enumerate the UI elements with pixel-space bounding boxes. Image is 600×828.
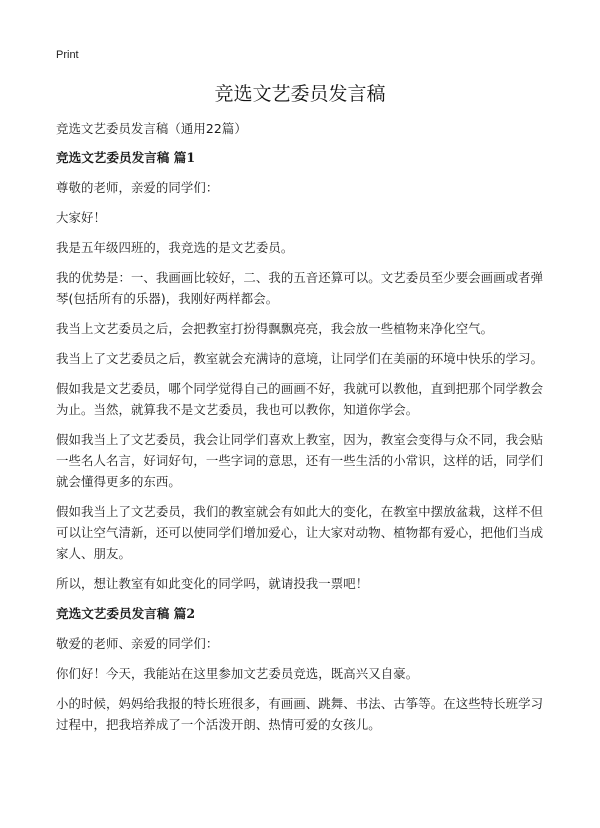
paragraph: 我当上文艺委员之后，会把教室打扮得飘飘亮亮，我会放一些植物来净化空气。 (56, 321, 494, 336)
document-subtitle: 竞选文艺委员发言稿（通用22篇） (56, 121, 247, 136)
paragraph: 尊敬的老师，亲爱的同学们： (56, 180, 219, 195)
page-title: 竞选文艺委员发言稿 (214, 83, 386, 105)
paragraph: 大家好！ (56, 210, 106, 225)
paragraph: 所以，想让教室有如此变化的同学吗，就请投我一票吧！ (56, 576, 369, 591)
paragraph: 小的时候，妈妈给我报的特长班很多，有画画、跳舞、书法、古筝等。在这些特长班学习过程中，把我培养成了一个活泼开朗、热情可爱的女孩儿。 (56, 696, 544, 732)
document-body (56, 118, 552, 744)
paragraph: 你们好！今天，我能站在这里参加文艺委员竞选，既高兴又自豪。 (56, 666, 419, 681)
section-heading: 竞选文艺委员发言稿 篇1 (56, 150, 196, 165)
print-link[interactable]: Print (56, 49, 79, 61)
paragraph: 我是五年级四班的，我竞选的是文艺委员。 (56, 240, 294, 255)
paragraph: 假如我当上了文艺委员，我们的教室就会有如此大的变化，在教室中摆放盆栽，这样不但可以让空气清新，还可以使同学们增加爱心，让大家对动物、植物都有爱心，把他们当成家人、朋友。 (56, 504, 544, 561)
paragraph: 敬爱的老师、亲爱的同学们： (56, 636, 219, 651)
section-heading: 竞选文艺委员发言稿 篇2 (56, 606, 196, 621)
paragraph: 假如我是文艺委员，哪个同学觉得自己的画画不好，我就可以教他，直到把那个同学教会为止。当然，就算我不是文艺委员，我也可以教你，知道你学会。 (56, 381, 544, 417)
paragraph: 我的优势是：一、我画画比较好，二、我的五音还算可以。文艺委员至少要会画画或者弹琴(包括所有的乐器)，我刚好两样都会。 (56, 270, 544, 306)
paragraph: 假如我当上了文艺委员，我会让同学们喜欢上教室，因为，教室会变得与众不同，我会贴一些名人名言，好词好句，一些字词的意思，还有一些生活的小常识，这样的话，同学们就会懂得更多的东西。 (56, 432, 544, 489)
paragraph: 我当上了文艺委员之后，教室就会充满诗的意境，让同学们在美丽的环境中快乐的学习。 (56, 351, 544, 366)
